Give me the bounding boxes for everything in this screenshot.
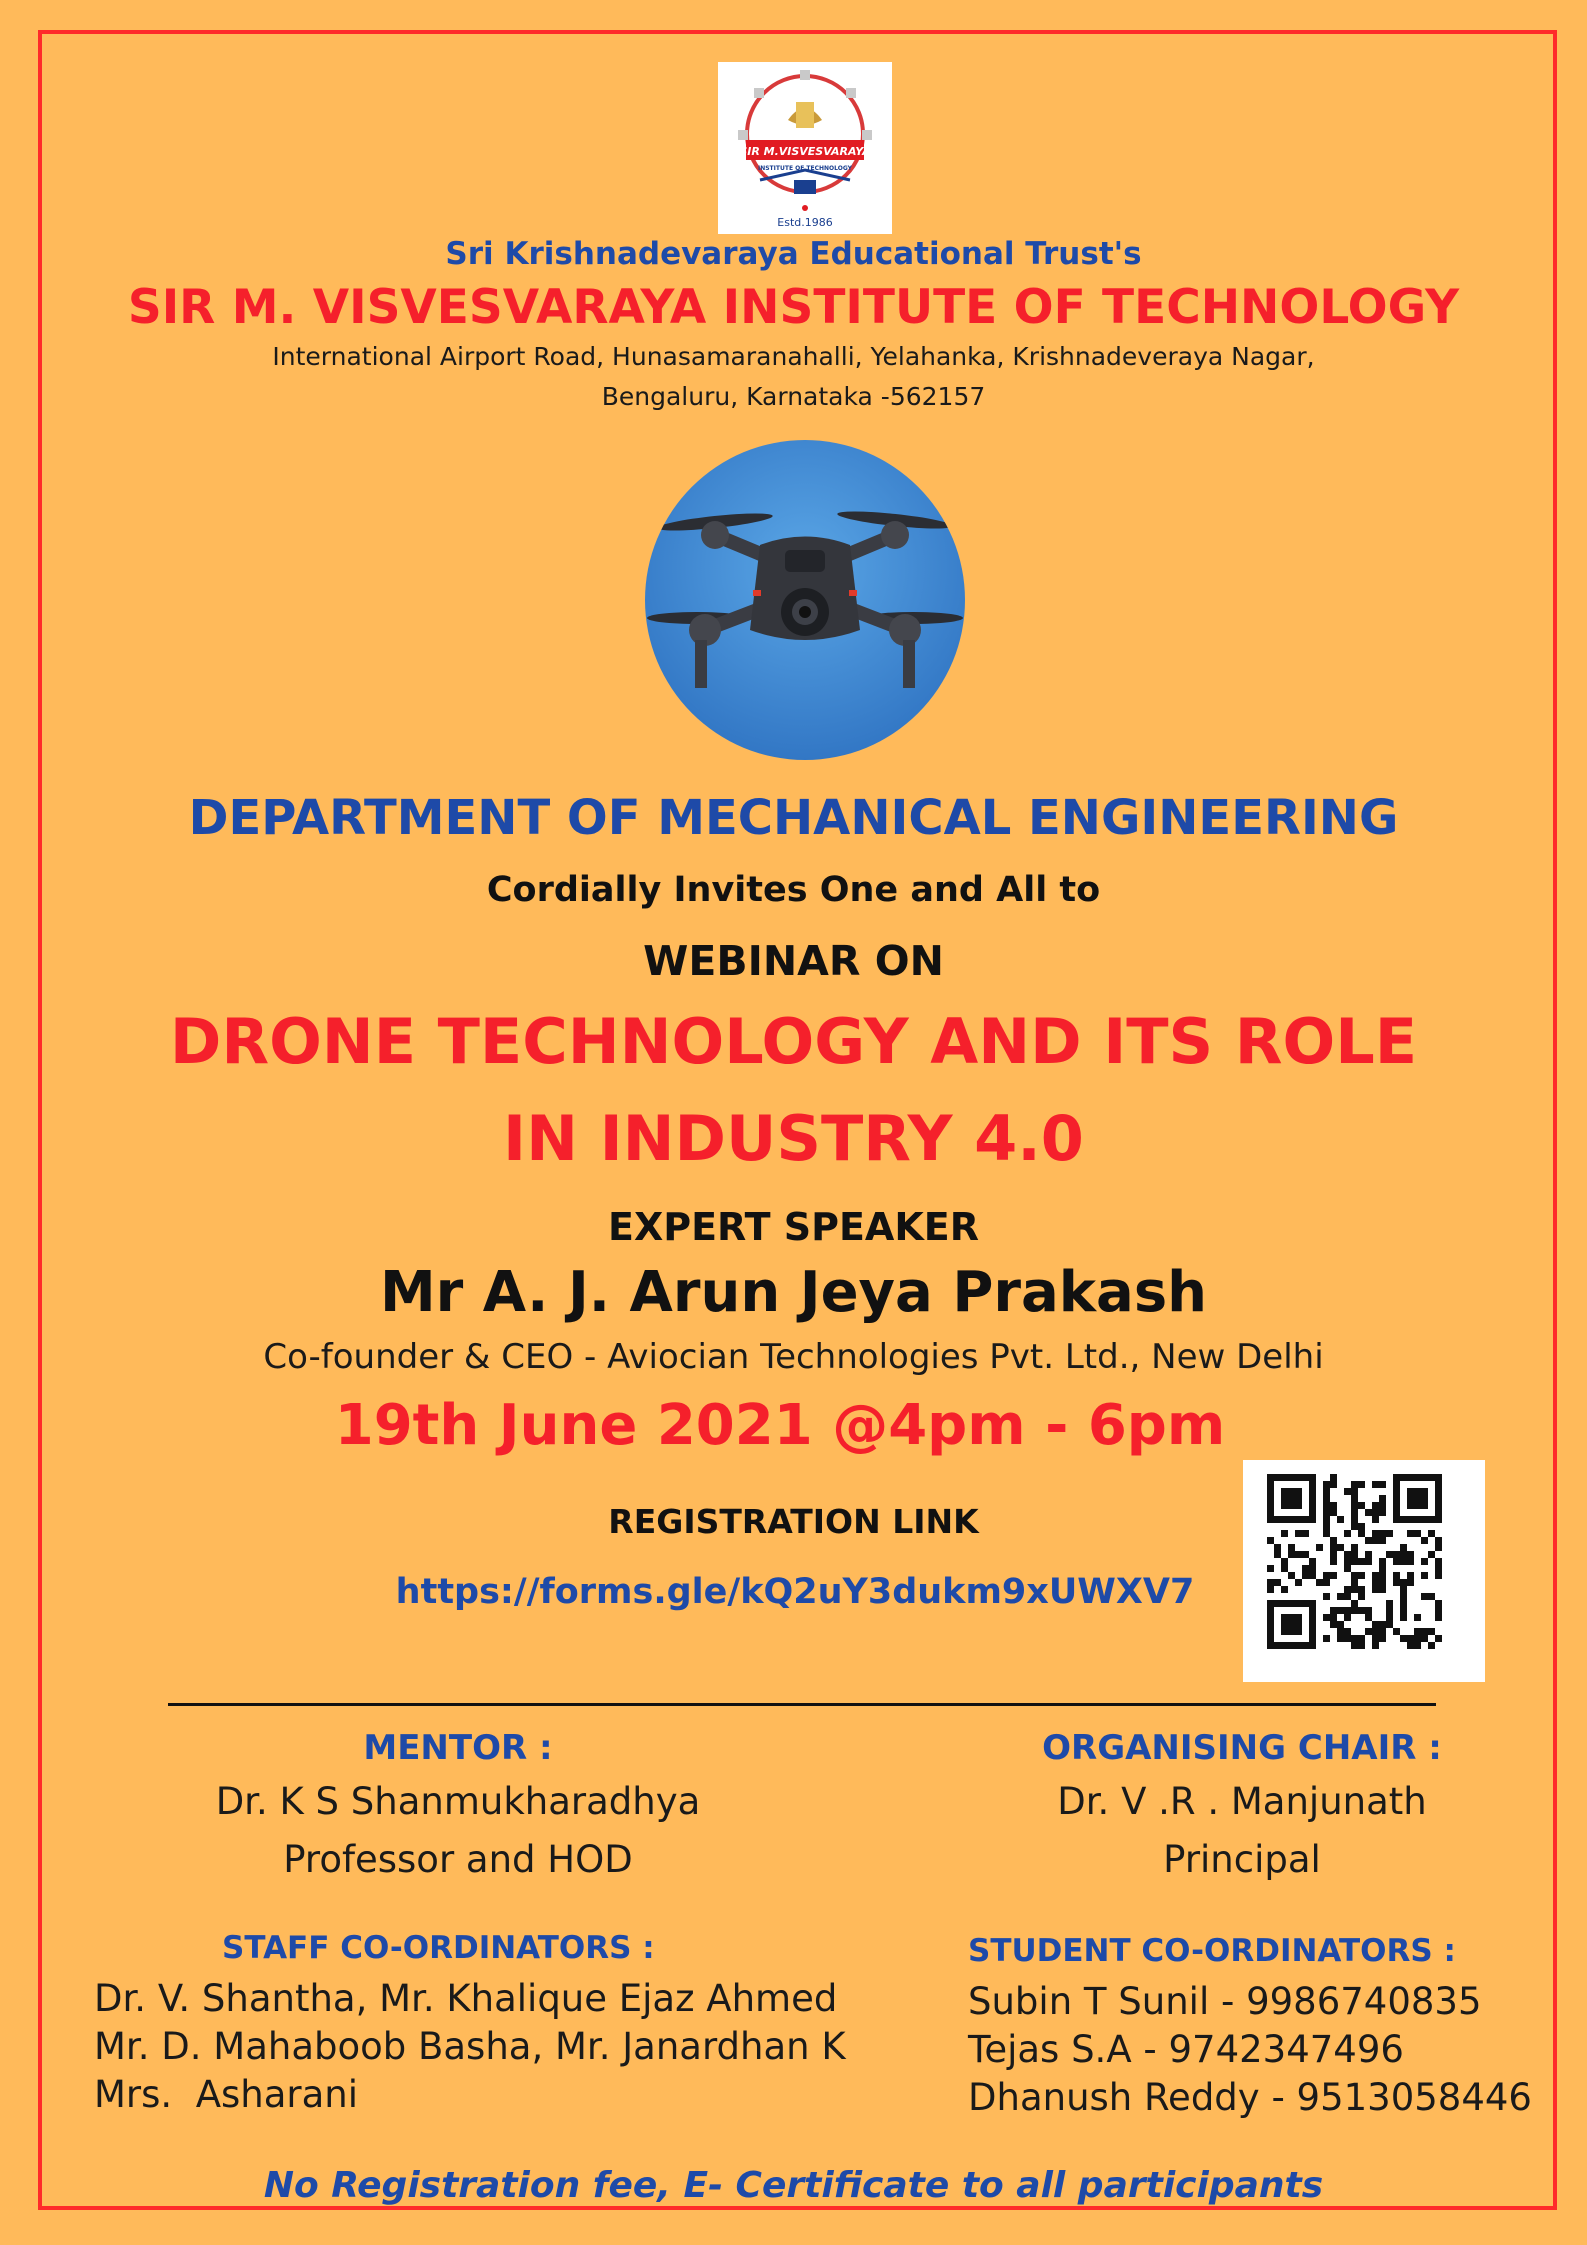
address-line-2: Bengaluru, Karnataka -562157 xyxy=(601,382,986,411)
staff-line: Dr. V. Shantha, Mr. Khalique Ejaz Ahmed xyxy=(94,1977,838,2020)
chair-name: Dr. V .R . Manjunath xyxy=(1057,1780,1427,1823)
student-coordinators-heading: STUDENT CO-ORDINATORS : xyxy=(968,1933,1456,1969)
section-divider xyxy=(168,1703,1436,1706)
webinar-label: WEBINAR ON xyxy=(643,937,944,985)
mentor-heading: MENTOR : xyxy=(363,1728,553,1768)
mentor-title: Professor and HOD xyxy=(283,1838,633,1881)
trust-name: Sri Krishnadevaraya Educational Trust's xyxy=(445,236,1142,272)
webinar-topic-line-1: DRONE TECHNOLOGY AND ITS ROLE xyxy=(169,1005,1418,1078)
logo-emblem-icon xyxy=(718,62,892,234)
drone-icon xyxy=(645,440,965,760)
student-line: Tejas S.A - 9742347496 xyxy=(968,2028,1404,2071)
staff-coordinators-heading: STAFF CO-ORDINATORS : xyxy=(222,1930,655,1966)
student-line: Subin T Sunil - 9986740835 xyxy=(968,1980,1482,2023)
staff-line: Mr. D. Mahaboob Basha, Mr. Janardhan K xyxy=(94,2025,846,2068)
organising-chair-block xyxy=(942,1773,1542,1889)
qr-code-icon xyxy=(1243,1460,1485,1682)
organising-chair-heading: ORGANISING CHAIR : xyxy=(1042,1728,1442,1768)
speaker-name: Mr A. J. Arun Jeya Prakash xyxy=(379,1260,1208,1325)
drone-photo xyxy=(645,440,965,760)
svg-text:Estd.1986: Estd.1986 xyxy=(777,216,833,229)
student-coordinators-list xyxy=(968,1978,1558,2122)
institute-name: SIR M. VISVESVARAYA INSTITUTE OF TECHNOLOGY xyxy=(127,280,1460,335)
staff-coordinators-list xyxy=(94,1975,944,2119)
footer-note: No Registration fee, E- Certificate to all participants xyxy=(263,2165,1324,2206)
student-line: Dhanush Reddy - 9513058446 xyxy=(968,2076,1532,2119)
event-date-time: 19th June 2021 @4pm - 6pm xyxy=(334,1393,1226,1458)
chair-title: Principal xyxy=(1163,1838,1321,1881)
mentor-block xyxy=(118,1773,798,1889)
registration-label: REGISTRATION LINK xyxy=(608,1502,979,1541)
department-name: DEPARTMENT OF MECHANICAL ENGINEERING xyxy=(188,790,1399,846)
svg-text:INSTITUTE OF TECHNOLOGY: INSTITUTE OF TECHNOLOGY xyxy=(757,165,853,172)
registration-qr-code[interactable] xyxy=(1243,1460,1485,1682)
staff-line: Mrs. Asharani xyxy=(94,2073,359,2116)
mentor-name: Dr. K S Shanmukharadhya xyxy=(215,1780,701,1823)
institute-logo xyxy=(718,62,892,234)
expert-speaker-label: EXPERT SPEAKER xyxy=(607,1205,980,1249)
institute-address xyxy=(0,337,1587,417)
registration-link[interactable]: https://forms.gle/kQ2uY3dukm9xUWXV7 xyxy=(395,1572,1195,1612)
address-line-1: International Airport Road, Hunasamaranahalli, Yelahanka, Krishnadeveraya Nagar, xyxy=(272,342,1315,371)
invite-text: Cordially Invites One and All to xyxy=(486,870,1101,910)
webinar-topic-line-2: IN INDUSTRY 4.0 xyxy=(503,1102,1084,1175)
speaker-role: Co-founder & CEO - Aviocian Technologies Pvt. Ltd., New Delhi xyxy=(263,1337,1324,1377)
svg-text:SIR M.VISVESVARAYA: SIR M.VISVESVARAYA xyxy=(739,145,871,158)
